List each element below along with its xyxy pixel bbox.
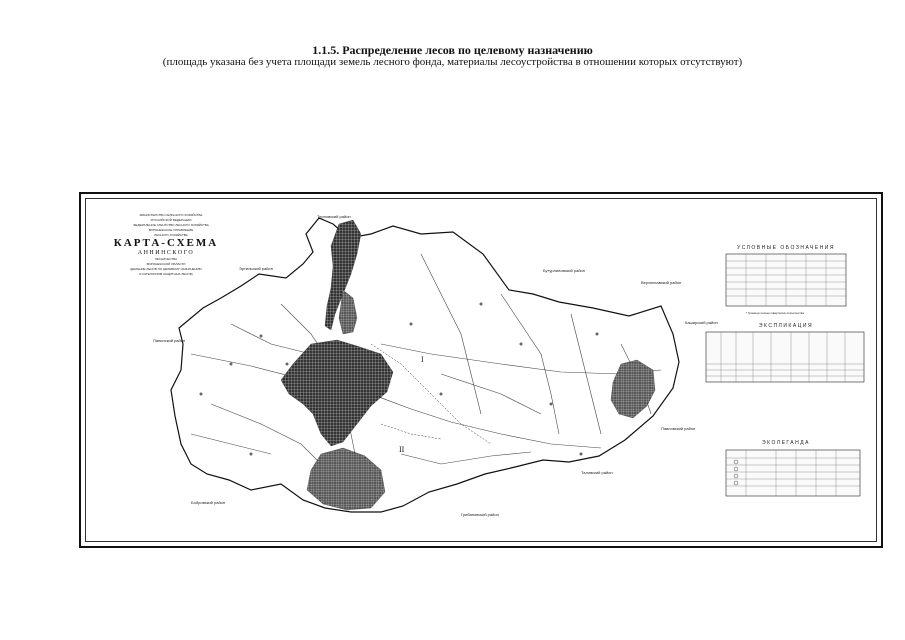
forest-central [281,340,393,446]
map-desc-3: (ДЕЛЕНИЕ ЛЕСОВ ПО ЦЕЛЕВОМУ НАЗНАЧЕНИЮ [130,267,202,271]
header-line-5: ЛЕСНОГО ХОЗЯЙСТВА [154,233,188,237]
explication-title: ЭКСПЛИКАЦИЯ [758,323,814,329]
region-label-pavlovsk: Павловский район [661,426,696,431]
header-line-2: РОССИЙСКОЙ ФЕДЕРАЦИИ [150,218,192,222]
map-desc-1: ЛЕСНИЧЕСТВА [154,257,178,261]
forest-south [307,448,385,510]
region-label-ertil: Эртильский район [239,266,273,271]
district-boundaries [371,344,491,444]
map-canvas [81,194,885,550]
forest-areas [281,220,655,510]
map-header-block [114,213,218,276]
region-label-talovaya: Таловский район [581,470,613,475]
legend-note: * Граница лесных кварталов лесничества [746,311,805,315]
region-label-ternovka: Терновский район [317,214,351,219]
region-label-gribanovka: Грибановский район [461,512,499,517]
eco-legend-title: ЭКОЛЕГАНДА [762,440,810,446]
explication-panel [706,323,864,382]
region-label-panino: Панинский район [153,338,186,343]
page-title: 1.1.5. Распределение лесов по целевому назначению [312,43,593,57]
header-line-1: МИНИСТЕРСТВО СЕЛЬСКОГО ХОЗЯЙСТВА [139,213,203,217]
legend-panel [726,245,846,315]
district-number-2: II [399,445,405,454]
map-frame [79,192,883,548]
header-line-3: ФЕДЕРАЛЬНОЕ АГЕНТСТВО ЛЕСНОГО ХОЗЯЙСТВА [133,223,209,227]
region-label-kashira: Каширский район [685,320,718,325]
region-label-buturlinovka: Бутурлиновский район [543,268,585,273]
settlements [200,303,599,456]
eco-legend-panel [726,440,860,496]
forest-east [611,360,655,418]
header-line-4: ВОРОНЕЖСКОЕ УПРАВЛЕНИЕ [148,228,194,232]
map-desc-2: ВОРОНЕЖСКОЙ ОБЛАСТИ [146,262,186,266]
region-label-verkhnekhava: Верхнехавский район [641,280,682,285]
road-network [191,254,661,506]
page-subtitle: (площадь указана без учета площади земель лесного фонда, материалы лесоустройства в отношении которых отсутствуют) [162,56,743,68]
region-label-bobrov: Бобровский район [191,500,226,505]
legend-title: УСЛОВНЫЕ ОБОЗНАЧЕНИЯ [737,245,835,251]
district-number-1: I [421,355,424,364]
map-desc-4: И КАТЕГОРИЯМ ЗАЩИТНЫХ ЛЕСОВ) [139,272,193,276]
map-title: КАРТА-СХЕМА [113,237,219,249]
map-subtitle: АННИНСКОГО [137,250,195,256]
